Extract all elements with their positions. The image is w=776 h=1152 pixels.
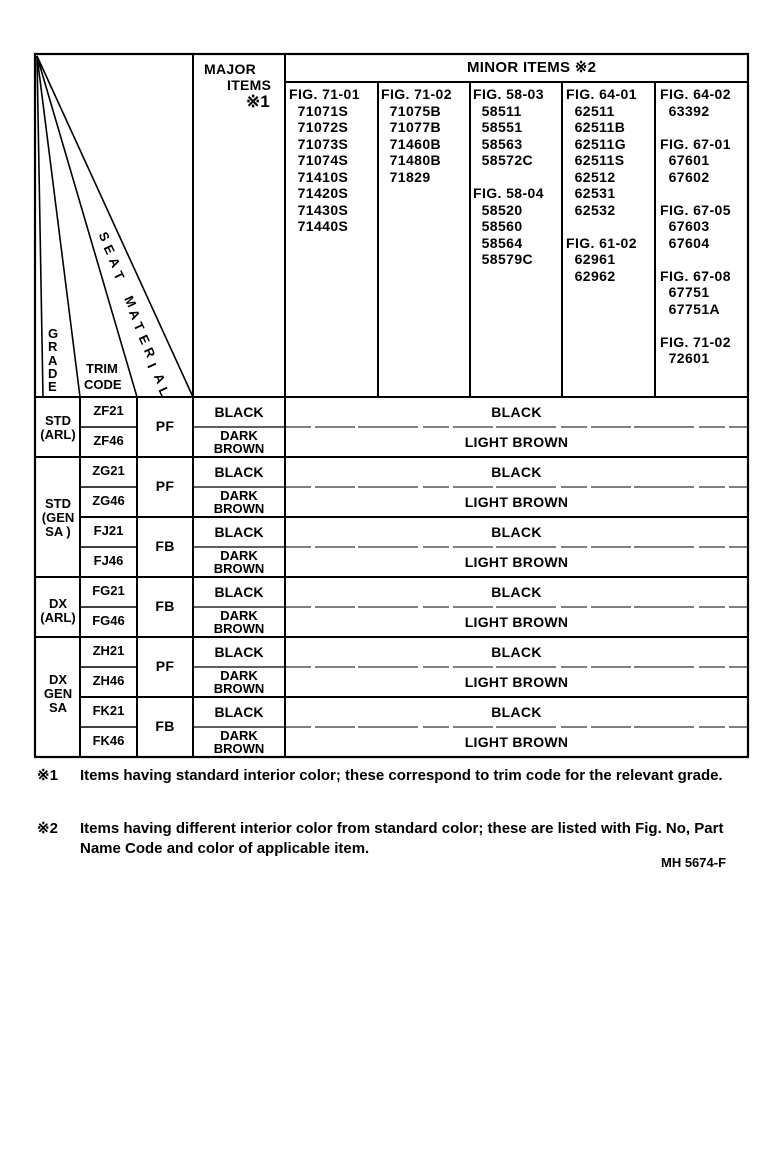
minor-color-cell: BLACK bbox=[491, 464, 542, 480]
minor-column-3: FIG. 58-03 58511 58551 58563 58572C FIG. 58-04 58520 58560 58564 58579C bbox=[473, 86, 544, 267]
grade-label-char: R bbox=[48, 339, 58, 355]
major-color-line: BROWN bbox=[213, 741, 265, 756]
minor-column-4: FIG. 64-01 62511 62511B 62511G 62511S 62512 62531 62532 FIG. 61-02 62961 62962 bbox=[566, 86, 637, 284]
seat-material-char: A bbox=[150, 371, 169, 387]
trim-code-cell: FK21 bbox=[92, 703, 125, 718]
major-color-cell bbox=[193, 729, 285, 755]
major-color-cell: BLACK bbox=[214, 704, 264, 720]
material-cell-3: FB bbox=[155, 538, 175, 554]
major-color-line: DARK bbox=[220, 488, 258, 503]
minor-color-cell: BLACK bbox=[491, 524, 542, 540]
note-1 bbox=[37, 766, 749, 786]
seat-material-char: A bbox=[125, 306, 144, 322]
minor-color-cell: BLACK bbox=[491, 644, 542, 660]
major-color-line: DARK bbox=[220, 608, 258, 623]
trim-code-cell: FJ46 bbox=[93, 553, 124, 568]
seat-material-char: I bbox=[144, 360, 160, 371]
trim-code-cell: ZH46 bbox=[92, 673, 125, 688]
minor-color-cell: LIGHT BROWN bbox=[464, 734, 569, 750]
document-code: MH 5674-F bbox=[661, 855, 727, 870]
major-color-line: DARK bbox=[220, 668, 258, 683]
major-color-cell bbox=[193, 669, 285, 695]
note-2 bbox=[37, 819, 749, 859]
major-color-line: BROWN bbox=[213, 621, 265, 636]
seat-material-char: E bbox=[100, 242, 118, 257]
major-color-line: DARK bbox=[220, 428, 258, 443]
major-color-cell: BLACK bbox=[214, 464, 264, 480]
grade-group-3-line1: DX bbox=[48, 596, 68, 611]
major-color-cell bbox=[193, 549, 285, 575]
material-cell-1: PF bbox=[155, 418, 175, 434]
minor-color-cell: LIGHT BROWN bbox=[464, 614, 569, 630]
major-color-line: BROWN bbox=[213, 441, 265, 456]
grade-group-3 bbox=[36, 597, 80, 625]
note-1-mark: ※1 bbox=[37, 767, 58, 784]
seat-material-char: S bbox=[95, 229, 113, 244]
minor-column-1: FIG. 71-01 71071S 71072S 71073S 71074S 71410S 71420S 71430S 71440S bbox=[289, 86, 360, 234]
major-color-line: BROWN bbox=[213, 561, 265, 576]
grade-group-4-line2: GEN bbox=[43, 686, 73, 701]
grade-group-2 bbox=[36, 497, 80, 539]
trim-code-cell: FG21 bbox=[92, 583, 125, 598]
material-cell-6: FB bbox=[155, 718, 175, 734]
seat-material-char: A bbox=[105, 254, 124, 270]
note-1-text: Items having standard interior color; these correspond to trim code for the relevant grade. bbox=[80, 767, 723, 784]
seat-material-char: R bbox=[140, 345, 159, 361]
major-color-line: DARK bbox=[220, 548, 258, 563]
grade-group-4-line3: SA bbox=[48, 700, 68, 715]
major-items-header-1: MAJOR bbox=[204, 61, 257, 77]
trim-code-cell: ZG21 bbox=[92, 463, 125, 478]
major-color-cell bbox=[193, 489, 285, 515]
major-items-mark: ※1 bbox=[246, 92, 270, 111]
trim-code-cell: ZG46 bbox=[92, 493, 125, 508]
grade-group-2-line2: (GEN bbox=[41, 510, 75, 525]
trim-code-label-2: CODE bbox=[84, 377, 122, 392]
minor-color-cell: BLACK bbox=[491, 404, 542, 420]
grade-group-1-line2: (ARL) bbox=[40, 427, 76, 442]
trim-code-cell: FK46 bbox=[92, 733, 125, 748]
trim-code-label-1: TRIM bbox=[86, 361, 118, 376]
minor-color-cell: LIGHT BROWN bbox=[464, 494, 569, 510]
grade-group-4-line1: DX bbox=[48, 672, 68, 687]
seat-material-char: E bbox=[135, 332, 153, 347]
minor-column-5: FIG. 64-02 63392 FIG. 67-01 67601 67602 FIG. 67-05 67603 67604 FIG. 67-08 67751 67751A FIG. 71-02 72601 bbox=[660, 86, 731, 366]
grade-label-char: E bbox=[48, 379, 57, 395]
trim-code-cell: FJ21 bbox=[93, 523, 124, 538]
grade-group-2-line1: STD bbox=[45, 496, 71, 511]
minor-color-cell: LIGHT BROWN bbox=[464, 674, 569, 690]
material-cell-2: PF bbox=[155, 478, 175, 494]
major-color-cell bbox=[193, 609, 285, 635]
note-2-text: Items having different interior color from standard color; these are listed with Fig. No, Part Name Code and color of applicable item. bbox=[80, 820, 724, 857]
major-color-line: BROWN bbox=[213, 681, 265, 696]
minor-color-cell: LIGHT BROWN bbox=[464, 434, 569, 450]
trim-code-cell: ZF21 bbox=[93, 403, 124, 418]
trim-code-cell: ZF46 bbox=[93, 433, 124, 448]
major-color-cell: BLACK bbox=[214, 584, 264, 600]
major-color-cell: BLACK bbox=[214, 644, 264, 660]
trim-code-cell: FG46 bbox=[92, 613, 125, 628]
minor-column-2: FIG. 71-02 71075B 71077B 71460B 71480B 71829 bbox=[381, 86, 452, 185]
major-color-cell: BLACK bbox=[214, 404, 264, 420]
grade-group-1 bbox=[36, 414, 80, 442]
seat-material-char: M bbox=[121, 292, 140, 310]
material-cell-5: PF bbox=[155, 658, 175, 674]
minor-color-cell: BLACK bbox=[491, 584, 542, 600]
grade-group-2-line3: SA ) bbox=[45, 524, 71, 539]
trim-code-cell: ZH21 bbox=[92, 643, 125, 658]
grade-label-char: G bbox=[48, 326, 59, 341]
seat-material-char: T bbox=[110, 268, 128, 283]
note-2-mark: ※2 bbox=[37, 820, 58, 837]
grade-label-char: D bbox=[48, 365, 58, 381]
major-color-line: DARK bbox=[220, 728, 258, 743]
seat-material-char: L bbox=[155, 384, 173, 399]
grade-group-4 bbox=[36, 673, 80, 715]
material-cell-4: FB bbox=[155, 598, 175, 614]
seat-material-char: T bbox=[130, 320, 148, 334]
grade-group-3-line2: (ARL) bbox=[40, 610, 76, 625]
major-items-header-2: ITEMS bbox=[227, 77, 272, 93]
minor-color-cell: LIGHT BROWN bbox=[464, 554, 569, 570]
minor-items-header: MINOR ITEMS ※2 bbox=[467, 59, 597, 76]
major-color-line: BROWN bbox=[213, 501, 265, 516]
grade-label-char: A bbox=[48, 352, 58, 368]
grade-group-1-line1: STD bbox=[45, 413, 71, 428]
major-color-cell bbox=[193, 429, 285, 455]
major-color-cell: BLACK bbox=[214, 524, 264, 540]
minor-color-cell: BLACK bbox=[491, 704, 542, 720]
